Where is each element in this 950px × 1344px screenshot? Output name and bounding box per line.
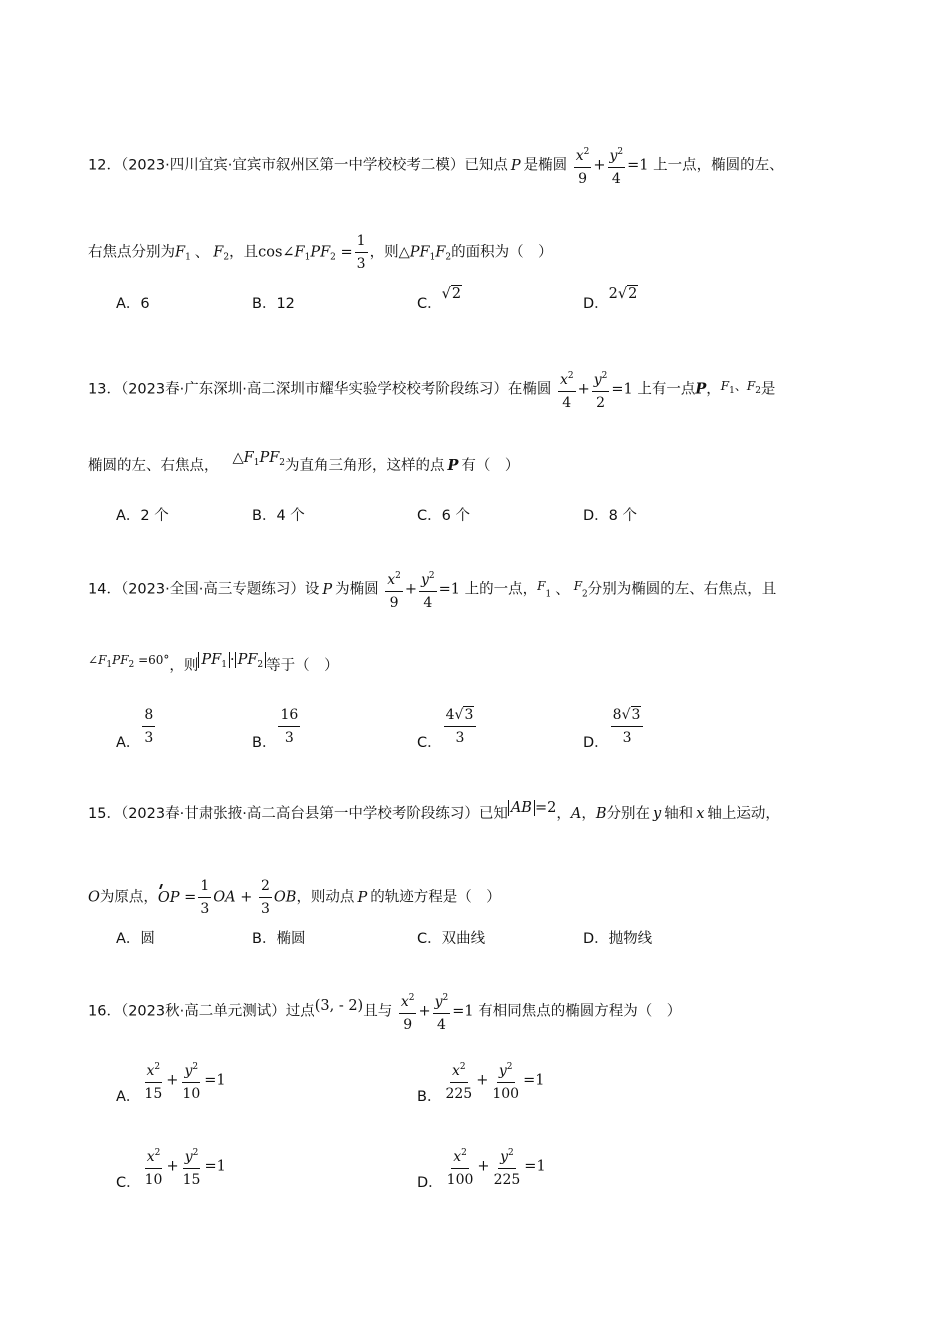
q14-line2: $^{\angle F_1PF_2 =60^\circ}$，则 $PF_1 \cdot PF_2$ 等于（ ） <box>88 652 339 674</box>
q16-option-a: A． $\frac{x^2}{15}$ + $\frac{y^2}{10}$ =1 <box>116 1058 226 1103</box>
fraction-y2-4: $\frac{y^2}{4}$ <box>433 989 451 1034</box>
q13-option-a: A．2 个 <box>116 508 169 524</box>
q16-option-d: D． $\frac{x^2}{100}$ + $\frac{y^2}{225}$ =1 <box>417 1144 546 1189</box>
q12-line1: 12．（2023·四川宜宾·宜宾市叙州区第一中学校校考二模）已知点 P 是椭圆 $\frac{x^2}{9}$ + $\frac{y^2}{4}$ =1 上一点，椭圆的左、 <box>88 143 784 188</box>
q13-option-c: C．6 个 <box>417 508 470 524</box>
question-number: 16． <box>88 1003 121 1020</box>
q15-line1: 15．（2023春·甘肃张掖·高二高台县第一中学校考阶段练习）已知 AB =2，A，B分别在 y 轴和 x 轴上运动， <box>88 800 780 822</box>
q13-line1: 13．（2023春·广东深圳·高二深圳市耀华实验学校校考阶段练习）在椭圆 $\frac{x^2}{4}$ + $\frac{y^2}{2}$ =1 上有一点P，$^{F_1、F_2}$是 <box>88 367 775 412</box>
q14-line1: 14．（2023·全国·高三专题练习）设 P 为椭圆 $\frac{x^2}{9}$ + $\frac{y^2}{4}$ =1 上的一点，$^F_1$ 、 $^F_2$分别为椭圆的左、右焦点，且 <box>88 567 776 612</box>
q12-option-a: A．6 <box>116 296 150 312</box>
question-number: 12． <box>88 157 121 174</box>
fraction-y2-2: $\frac{y^2}{2}$ <box>592 367 610 412</box>
q14-option-a: A． $\frac{8}{3}$ <box>116 707 154 751</box>
q15-line2: O为原点，OP = $\frac{1}{3}$ OA + $\frac{2}{3}$ OB，则动点 P 的轨迹方程是（ ） <box>88 878 501 917</box>
question-source: （2023秋·高二单元测试） <box>120 1003 286 1020</box>
triangle-symbol: △ <box>398 244 410 261</box>
fraction-x2-9: $\frac{x^2}{9}$ <box>574 143 592 188</box>
fraction-one-third: $\frac{1}{3}$ <box>356 233 366 272</box>
question-source: （2023·全国·高三专题练习） <box>120 581 305 598</box>
q12-option-c: C．√2 <box>417 286 462 312</box>
q16-option-c: C． $\frac{x^2}{10}$ + $\frac{y^2}{15}$ =1 <box>116 1144 226 1189</box>
q13-line2: 椭圆的左、右焦点， $\triangle F_1PF_2$为直角三角形，这样的点 P 有（ ） <box>88 450 520 474</box>
q12-line2: 右焦点分别为$F_1$ 、 $F_2$，且$\cos\angle F_1PF_2$ = $\frac{1}{3}$ ，则$\triangle PF_1F_2$的面积为（ ） <box>88 233 553 272</box>
q16-line1: 16．（2023秋·高二单元测试）过点(3, - 2)且与 $\frac{x^2}{9}$ + $\frac{y^2}{4}$ =1 有相同焦点的椭圆方程为（ ） <box>88 989 681 1034</box>
fraction-y2-4: $\frac{y^2}{4}$ <box>419 567 437 612</box>
fraction-y2-4: $\frac{y^2}{4}$ <box>608 143 626 188</box>
question-source: （2023春·甘肃张掖·高二高台县第一中学校考阶段练习） <box>120 806 479 822</box>
q13-option-b: B．4 个 <box>252 508 305 524</box>
q13-option-d: D．8 个 <box>583 508 637 524</box>
q15-option-a: A．圆 <box>116 931 155 947</box>
q14-option-c: C． $\frac{4√3}{3}$ <box>417 706 478 747</box>
q14-option-b: B． $\frac{16}{3}$ <box>252 707 299 751</box>
fraction-x2-4: $\frac{x^2}{4}$ <box>558 367 576 412</box>
q15-option-d: D．抛物线 <box>583 931 653 947</box>
q14-option-d: D． $\frac{8√3}{3}$ <box>583 706 645 747</box>
fraction-x2-9: $\frac{x^2}{9}$ <box>385 567 403 612</box>
q15-option-c: C．双曲线 <box>417 931 486 947</box>
fraction-x2-9: $\frac{x^2}{9}$ <box>399 989 417 1034</box>
q15-option-b: B．椭圆 <box>252 931 306 947</box>
vector-op: OP <box>157 889 180 906</box>
question-source: （2023·四川宜宾·宜宾市叙州区第一中学校校考二模） <box>120 157 465 174</box>
q16-option-b: B． $\frac{x^2}{225}$ + $\frac{y^2}{100}$ =1 <box>417 1058 544 1103</box>
question-number: 13． <box>88 381 121 398</box>
question-number: 14． <box>88 581 121 598</box>
question-number: 15． <box>88 806 121 822</box>
q12-option-d: D．2√2 <box>583 286 638 312</box>
q12-option-b: B．12 <box>252 296 295 312</box>
question-source: （2023春·广东深圳·高二深圳市耀华实验学校校考阶段练习） <box>120 381 508 398</box>
